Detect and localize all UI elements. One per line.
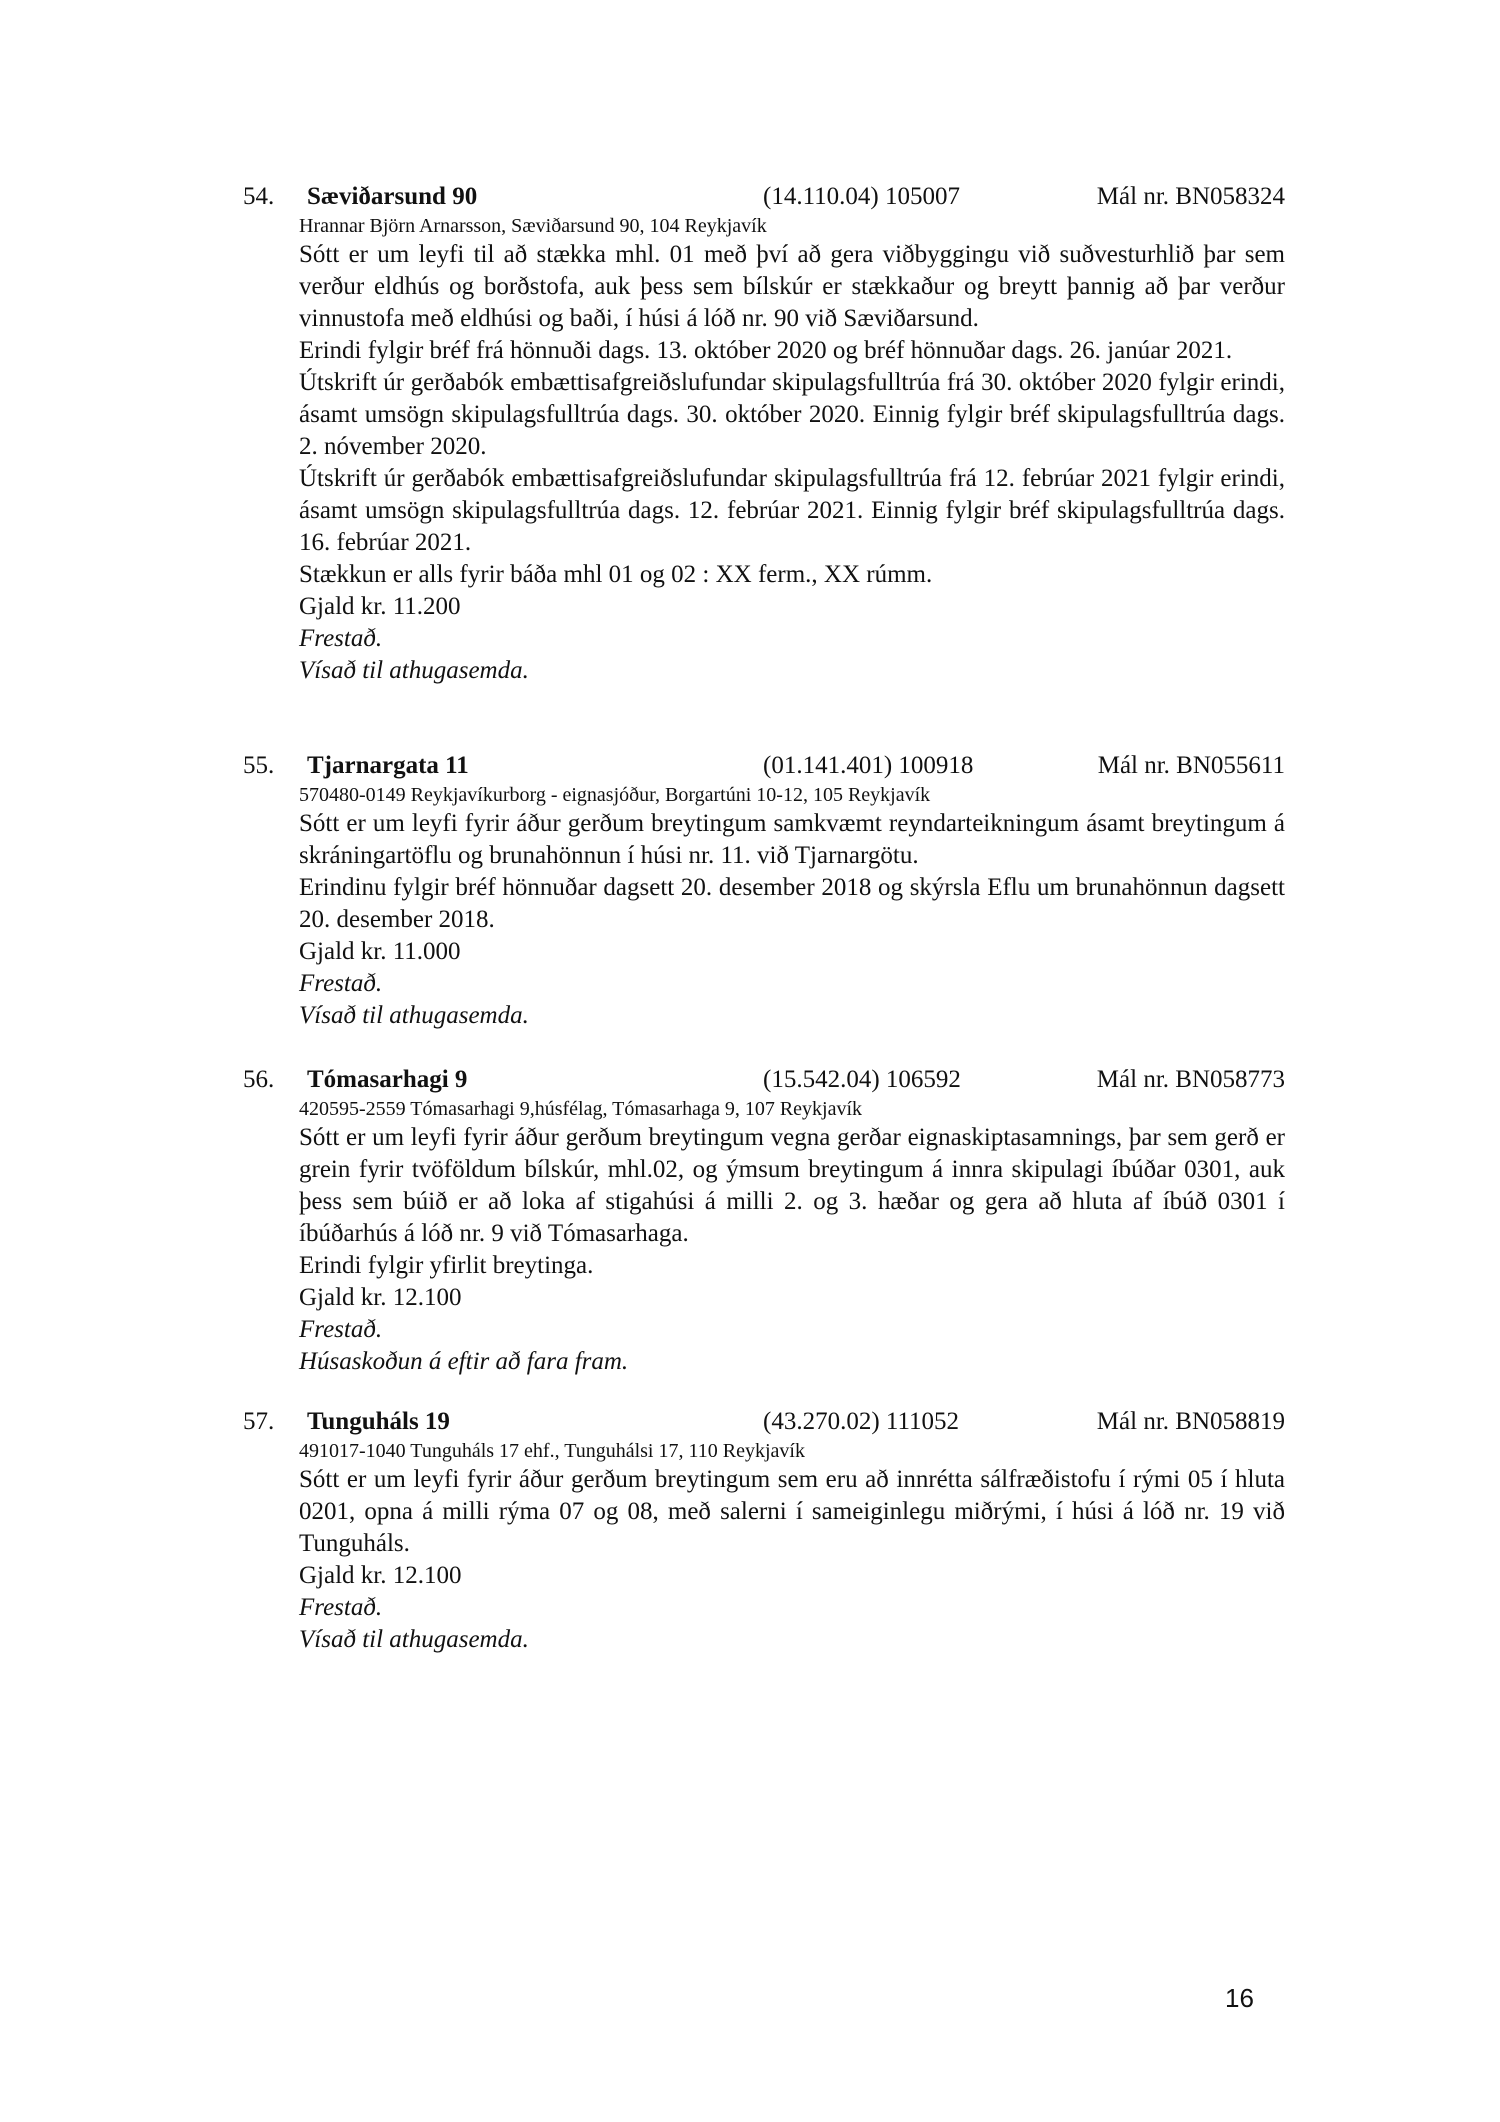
entry-number: 54.	[243, 183, 275, 210]
entry-header	[243, 1063, 1285, 1096]
entry-56	[243, 1063, 1285, 1378]
entry-note: Vísað til athugasemda.	[299, 657, 529, 684]
entry-paragraph: Sótt er um leyfi fyrir áður gerðum breytingum vegna gerðar eignaskiptasamnings, þar sem gerð er grein fyrir tvöföldum bílskúr, mhl.02, og ýmsum breytingum á innra skipulagi íbúðar 0301, auk þess sem búið er að loka af stigahúsi á milli 2. og 3. hæðar og gera að hluta af íbúð 0301 í íbúðarhús á lóð nr. 9 við Tómasarhaga.	[299, 1124, 1285, 1247]
entry-decision: Frestað.	[299, 1316, 383, 1343]
entry-header	[243, 749, 1285, 782]
entry-note: Húsaskoðun á eftir að fara fram.	[299, 1348, 629, 1375]
entry-paragraph: Erindi fylgir yfirlit breytinga.	[299, 1252, 594, 1279]
entry-address: Tómasarhagi 9	[307, 1066, 468, 1093]
entry-number: 57.	[243, 1408, 275, 1435]
entry-paragraph: Stækkun er alls fyrir báða mhl 01 og 02 : XX ferm., XX rúmm.	[299, 561, 933, 588]
entry-decision: Frestað.	[299, 1594, 383, 1621]
entry-address: Tjarnargata 11	[307, 752, 469, 779]
entry-paragraph: Útskrift úr gerðabók embættisafgreiðslufundar skipulagsfulltrúa frá 30. október 2020 fylgir erindi, ásamt umsögn skipulagsfulltrúa dags. 30. október 2020. Einnig fylgir bréf skipulagsfulltrúa dags. 2. nóvember 2020.	[299, 369, 1285, 460]
entry-fee: Gjald kr. 11.200	[299, 593, 461, 620]
entry-55	[243, 749, 1285, 1032]
entry-57	[243, 1405, 1285, 1656]
entry-header	[243, 180, 1285, 213]
entry-paragraph: Útskrift úr gerðabók embættisafgreiðslufundar skipulagsfulltrúa frá 12. febrúar 2021 fylgir erindi, ásamt umsögn skipulagsfulltrúa dags. 12. febrúar 2021. Einnig fylgir bréf skipulagsfulltrúa dags. 16. febrúar 2021.	[299, 465, 1285, 556]
entry-header	[243, 1405, 1285, 1438]
entry-decision: Frestað.	[299, 625, 383, 652]
entry-paragraph: Sótt er um leyfi fyrir áður gerðum breytingum sem eru að innrétta sálfræðistofu í rými 05 í hluta 0201, opna á milli rýma 07 og 08, með salerni í sameiginlegu miðrými, í húsi á lóð nr. 19 við Tunguháls.	[299, 1466, 1285, 1557]
entry-54	[243, 180, 1285, 687]
entry-paragraph: Erindinu fylgir bréf hönnuðar dagsett 20. desember 2018 og skýrsla Eflu um brunahönnun dagsett 20. desember 2018.	[299, 874, 1285, 933]
entry-land-id: (14.110.04) 105007	[763, 183, 960, 210]
entry-case-number: Mál nr. BN055611	[1097, 752, 1285, 779]
entry-fee: Gjald kr. 12.100	[299, 1284, 462, 1311]
entry-address: Sæviðarsund 90	[307, 183, 478, 210]
entry-case-number: Mál nr. BN058324	[1096, 183, 1285, 210]
entry-applicant: 420595-2559 Tómasarhagi 9,húsfélag, Tómasarhaga 9, 107 Reykjavík	[299, 1098, 863, 1120]
entry-note: Vísað til athugasemda.	[299, 1626, 529, 1653]
entry-applicant: Hrannar Björn Arnarsson, Sæviðarsund 90, 104 Reykjavík	[299, 215, 767, 237]
page-number: 16	[1225, 1983, 1254, 2013]
entry-decision: Frestað.	[299, 970, 383, 997]
entry-case-number: Mál nr. BN058819	[1096, 1408, 1285, 1435]
entry-paragraph: Sótt er um leyfi til að stækka mhl. 01 með því að gera viðbyggingu við suðvesturhlið þar sem verður eldhús og borðstofa, auk þess sem bílskúr er stækkaður og breytt þannig að þar verður vinnustofa með eldhúsi og baði, í húsi á lóð nr. 90 við Sæviðarsund.	[299, 241, 1285, 332]
entry-number: 56.	[243, 1066, 275, 1093]
entry-applicant: 491017-1040 Tunguháls 17 ehf., Tunguhálsi 17, 110 Reykjavík	[299, 1440, 805, 1462]
entry-paragraph: Sótt er um leyfi fyrir áður gerðum breytingum samkvæmt reyndarteikningum ásamt breytingum á skráningartöflu og brunahönnun í húsi nr. 11. við Tjarnargötu.	[299, 810, 1285, 869]
entry-note: Vísað til athugasemda.	[299, 1002, 529, 1029]
entry-fee: Gjald kr. 12.100	[299, 1562, 462, 1589]
entry-paragraph: Erindi fylgir bréf frá hönnuði dags. 13. október 2020 og bréf hönnuðar dags. 26. janúar 2021.	[299, 337, 1233, 364]
entry-land-id: (43.270.02) 111052	[763, 1408, 960, 1435]
entry-land-id: (01.141.401) 100918	[763, 752, 974, 779]
entry-fee: Gjald kr. 11.000	[299, 938, 461, 965]
entry-address: Tunguháls 19	[307, 1408, 450, 1435]
entry-land-id: (15.542.04) 106592	[763, 1066, 961, 1093]
entry-case-number: Mál nr. BN058773	[1096, 1066, 1285, 1093]
entry-number: 55.	[243, 752, 275, 779]
entry-applicant: 570480-0149 Reykjavíkurborg - eignasjóður, Borgartúni 10-12, 105 Reykjavík	[299, 784, 931, 806]
